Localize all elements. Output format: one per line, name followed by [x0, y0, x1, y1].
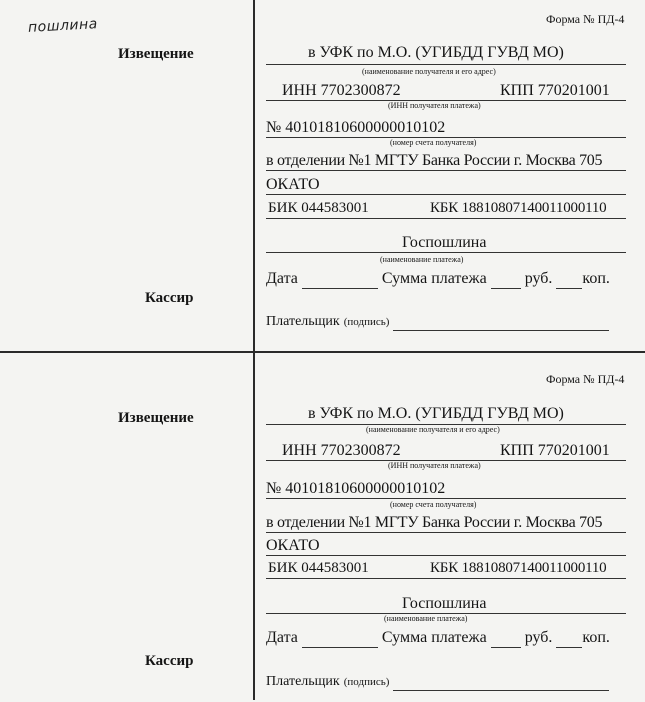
account-line: [266, 498, 626, 499]
signature-field[interactable]: [393, 312, 609, 331]
handwritten-note: пошлина: [27, 16, 99, 36]
bank-line: [266, 532, 626, 533]
bik-value: БИК 044583001: [268, 560, 369, 576]
date-label: Дата: [266, 270, 298, 287]
notice-title: Извещение: [118, 46, 194, 62]
date-field[interactable]: [302, 270, 378, 289]
payment-form-bottom: [0, 352, 645, 702]
inn-value: ИНН 7702300872: [282, 82, 401, 99]
account-caption: (номер счета получателя): [390, 138, 477, 147]
kpp-value: КПП 770201001: [500, 82, 610, 99]
payment-form-top: [0, 0, 645, 350]
bik-line: [266, 218, 626, 219]
form-number: Форма № ПД-4: [546, 372, 625, 386]
account-caption: (номер счета получателя): [390, 500, 477, 509]
bank-branch: в отделении №1 МГТУ Банка России г. Москва 705: [266, 152, 603, 169]
notice-title: Извещение: [118, 410, 194, 426]
signature-field[interactable]: [393, 672, 609, 691]
recipient-name: в УФК по М.О. (УГИБДД ГУВД МО): [308, 405, 564, 422]
kop-field[interactable]: [556, 629, 582, 648]
kbk-value: КБК 18810807140011000110: [430, 200, 607, 216]
sum-label: Сумма платежа: [381, 270, 487, 287]
account-number: № 40101810600000010102: [266, 119, 446, 136]
okato-label: ОКАТО: [266, 537, 320, 554]
form-number: Форма № ПД-4: [546, 12, 625, 26]
bik-value: БИК 044583001: [268, 200, 369, 216]
payment-caption: (наименование платежа): [384, 614, 468, 623]
payer-label: Плательщик: [266, 674, 340, 689]
rub-label: руб.: [524, 270, 553, 287]
rub-field[interactable]: [491, 270, 521, 289]
kop-label: коп.: [582, 270, 610, 287]
payer-row: [266, 672, 609, 691]
kpp-value: КПП 770201001: [500, 442, 610, 459]
date-row: [266, 270, 610, 289]
recipient-name: в УФК по М.О. (УГИБДД ГУВД МО): [308, 44, 564, 61]
kbk-value: КБК 18810807140011000110: [430, 560, 607, 576]
okato-line: [266, 555, 626, 556]
date-row: [266, 629, 610, 648]
cashier-label: Кассир: [145, 653, 194, 669]
account-number: № 40101810600000010102: [266, 480, 446, 497]
inn-caption: (ИНН получателя платежа): [388, 461, 481, 470]
date-label: Дата: [266, 629, 298, 646]
kop-field[interactable]: [556, 270, 582, 289]
okato-label: ОКАТО: [266, 176, 320, 193]
rub-field[interactable]: [491, 629, 521, 648]
bik-line: [266, 578, 626, 579]
recipient-caption: (наименование получателя и его адрес): [366, 425, 500, 434]
signature-label: (подпись): [343, 676, 390, 688]
payment-line: [266, 252, 626, 253]
date-field[interactable]: [302, 629, 378, 648]
recipient-line: [266, 64, 626, 65]
rub-label: руб.: [524, 629, 553, 646]
kop-label: коп.: [582, 629, 610, 646]
inn-value: ИНН 7702300872: [282, 442, 401, 459]
bank-line: [266, 170, 626, 171]
payment-name: Госпошлина: [402, 595, 487, 612]
sum-label: Сумма платежа: [381, 629, 487, 646]
payer-row: [266, 312, 609, 331]
okato-line: [266, 194, 626, 195]
payment-name: Госпошлина: [402, 234, 487, 251]
inn-caption: (ИНН получателя платежа): [388, 101, 481, 110]
cashier-label: Кассир: [145, 290, 194, 306]
bank-branch: в отделении №1 МГТУ Банка России г. Москва 705: [266, 514, 603, 531]
signature-label: (подпись): [343, 316, 390, 328]
payment-caption: (наименование платежа): [380, 255, 464, 264]
payer-label: Плательщик: [266, 314, 340, 329]
recipient-caption: (наименование получателя и его адрес): [362, 67, 496, 76]
